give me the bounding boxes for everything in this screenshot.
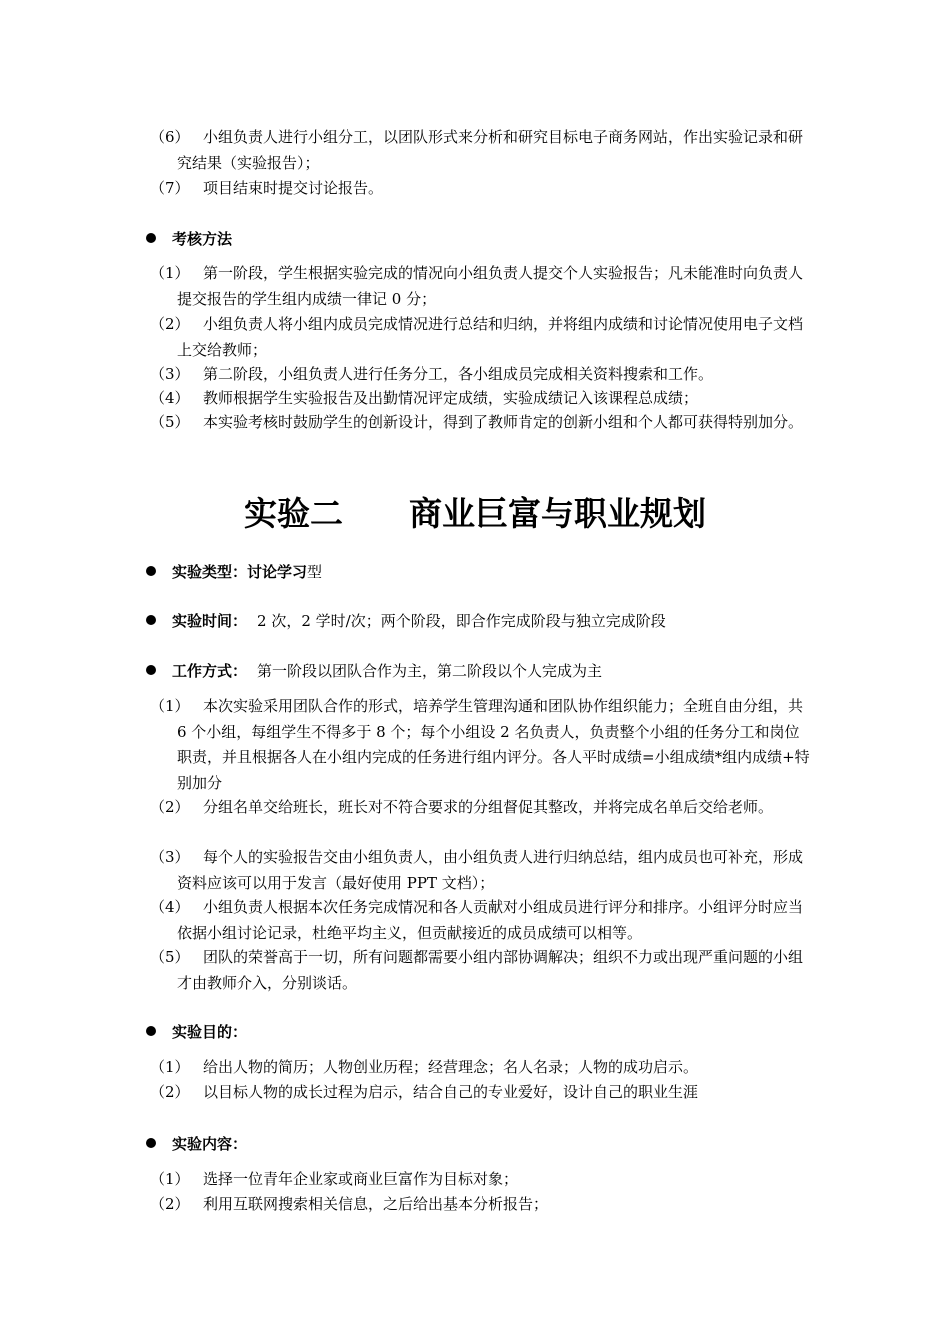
list-text: 团队的荣誉高于一切，所有问题都需要小组内部协调解决；组织不力或出现严重问题的小组才由教师介入，分别谈话。 xyxy=(177,948,804,992)
list-item xyxy=(150,1055,810,1081)
list-number: （1） xyxy=(150,1058,190,1076)
list-number: （5） xyxy=(150,948,190,966)
list-item xyxy=(150,1167,810,1193)
list-item xyxy=(150,176,810,202)
list-number: （1） xyxy=(150,1170,190,1188)
list-number: （3） xyxy=(150,848,190,866)
section-heading-purpose: 实验目的： xyxy=(146,1021,247,1043)
bullet-icon xyxy=(146,615,156,625)
list-text: 小组负责人进行小组分工，以团队形式来分析和研究目标电子商务网站，作出实验记录和研究结果（实验报告）； xyxy=(177,128,804,172)
list-number: （1） xyxy=(150,264,190,282)
list-text: 每个人的实验报告交由小组负责人，由小组负责人进行归纳总结，组内成员也可补充，形成资料应该可以用于发言（最好使用 PPT 文档）； xyxy=(177,848,804,892)
list-number: （5） xyxy=(150,413,190,431)
list-item xyxy=(150,1192,810,1218)
list-number: （1） xyxy=(150,697,190,715)
list-item xyxy=(150,312,810,363)
list-text: 以目标人物的成长过程为启示，结合自己的专业爱好，设计自己的职业生涯 xyxy=(203,1083,699,1101)
list-number: （3） xyxy=(150,365,190,383)
list-number: （2） xyxy=(150,1083,190,1101)
list-text: 小组负责人根据本次任务完成情况和各人贡献对小组成员进行评分和排序。小组评分时应当依据小组讨论记录，杜绝平均主义，但贡献接近的成员成绩可以相等。 xyxy=(177,898,804,942)
list-item xyxy=(150,386,810,412)
list-item xyxy=(150,1080,810,1106)
list-text: 本次实验采用团队合作的形式，培养学生管理沟通和团队协作组织能力；全班自由分组，共 6 个小组，每组学生不得多于 8 个；每个小组设 2 名负责人，负责整个小组的任务分工和岗位职责，并且根据各人在小组内完成的任务进行组内评分。各人平时成绩=小组成绩*组内成绩+特别加分 xyxy=(177,697,810,792)
list-text: 第二阶段，小组负责人进行任务分工，各小组成员完成相关资料搜索和工作。 xyxy=(203,365,714,383)
section-heading-content: 实验内容： xyxy=(146,1133,247,1155)
bullet-icon xyxy=(146,1138,156,1148)
list-number: （4） xyxy=(150,389,190,407)
list-item xyxy=(150,410,810,436)
list-item xyxy=(150,125,810,176)
list-number: （7） xyxy=(150,179,190,197)
list-number: （2） xyxy=(150,1195,190,1213)
section-experiment-type: 实验类型：讨论学习型 xyxy=(146,561,322,583)
list-text: 小组负责人将小组内成员完成情况进行总结和归纳，并将组内成绩和讨论情况使用电子文档上交给教师； xyxy=(177,315,804,359)
list-item xyxy=(150,362,810,388)
list-item xyxy=(150,261,810,312)
list-item xyxy=(150,795,810,821)
section-heading-assessment: 考核方法 xyxy=(146,228,232,250)
bullet-icon xyxy=(146,1026,156,1036)
list-item xyxy=(150,694,810,796)
page-title: 实验二 商业巨富与职业规划 xyxy=(244,494,706,533)
list-text: 给出人物的简历；人物创业历程；经营理念；名人名录；人物的成功启示。 xyxy=(203,1058,699,1076)
list-text: 分组名单交给班长，班长对不符合要求的分组督促其整改，并将完成名单后交给老师。 xyxy=(203,798,774,816)
list-item xyxy=(150,895,810,946)
list-text: 利用互联网搜索相关信息，之后给出基本分析报告； xyxy=(203,1195,549,1213)
list-number: （6） xyxy=(150,128,190,146)
list-text: 项目结束时提交讨论报告。 xyxy=(203,179,384,197)
list-text: 第一阶段，学生根据实验完成的情况向小组负责人提交个人实验报告；凡未能准时向负责人提交报告的学生组内成绩一律记 0 分； xyxy=(177,264,804,308)
list-number: （4） xyxy=(150,898,190,916)
list-text: 本实验考核时鼓励学生的创新设计，得到了教师肯定的创新小组和个人都可获得特别加分。 xyxy=(203,413,804,431)
list-item xyxy=(150,845,810,896)
section-work-mode: 工作方式： 第一阶段以团队合作为主，第二阶段以个人完成为主 xyxy=(146,660,602,682)
list-text: 教师根据学生实验报告及出勤情况评定成绩，实验成绩记入该课程总成绩； xyxy=(203,389,699,407)
bullet-icon xyxy=(146,566,156,576)
section-experiment-time: 实验时间： 2 次，2 学时/次；两个阶段，即合作完成阶段与独立完成阶段 xyxy=(146,610,666,632)
list-text: 选择一位青年企业家或商业巨富作为目标对象； xyxy=(203,1170,519,1188)
list-item xyxy=(150,945,810,996)
list-number: （2） xyxy=(150,315,190,333)
bullet-icon xyxy=(146,665,156,675)
list-number: （2） xyxy=(150,798,190,816)
bullet-icon xyxy=(146,233,156,243)
